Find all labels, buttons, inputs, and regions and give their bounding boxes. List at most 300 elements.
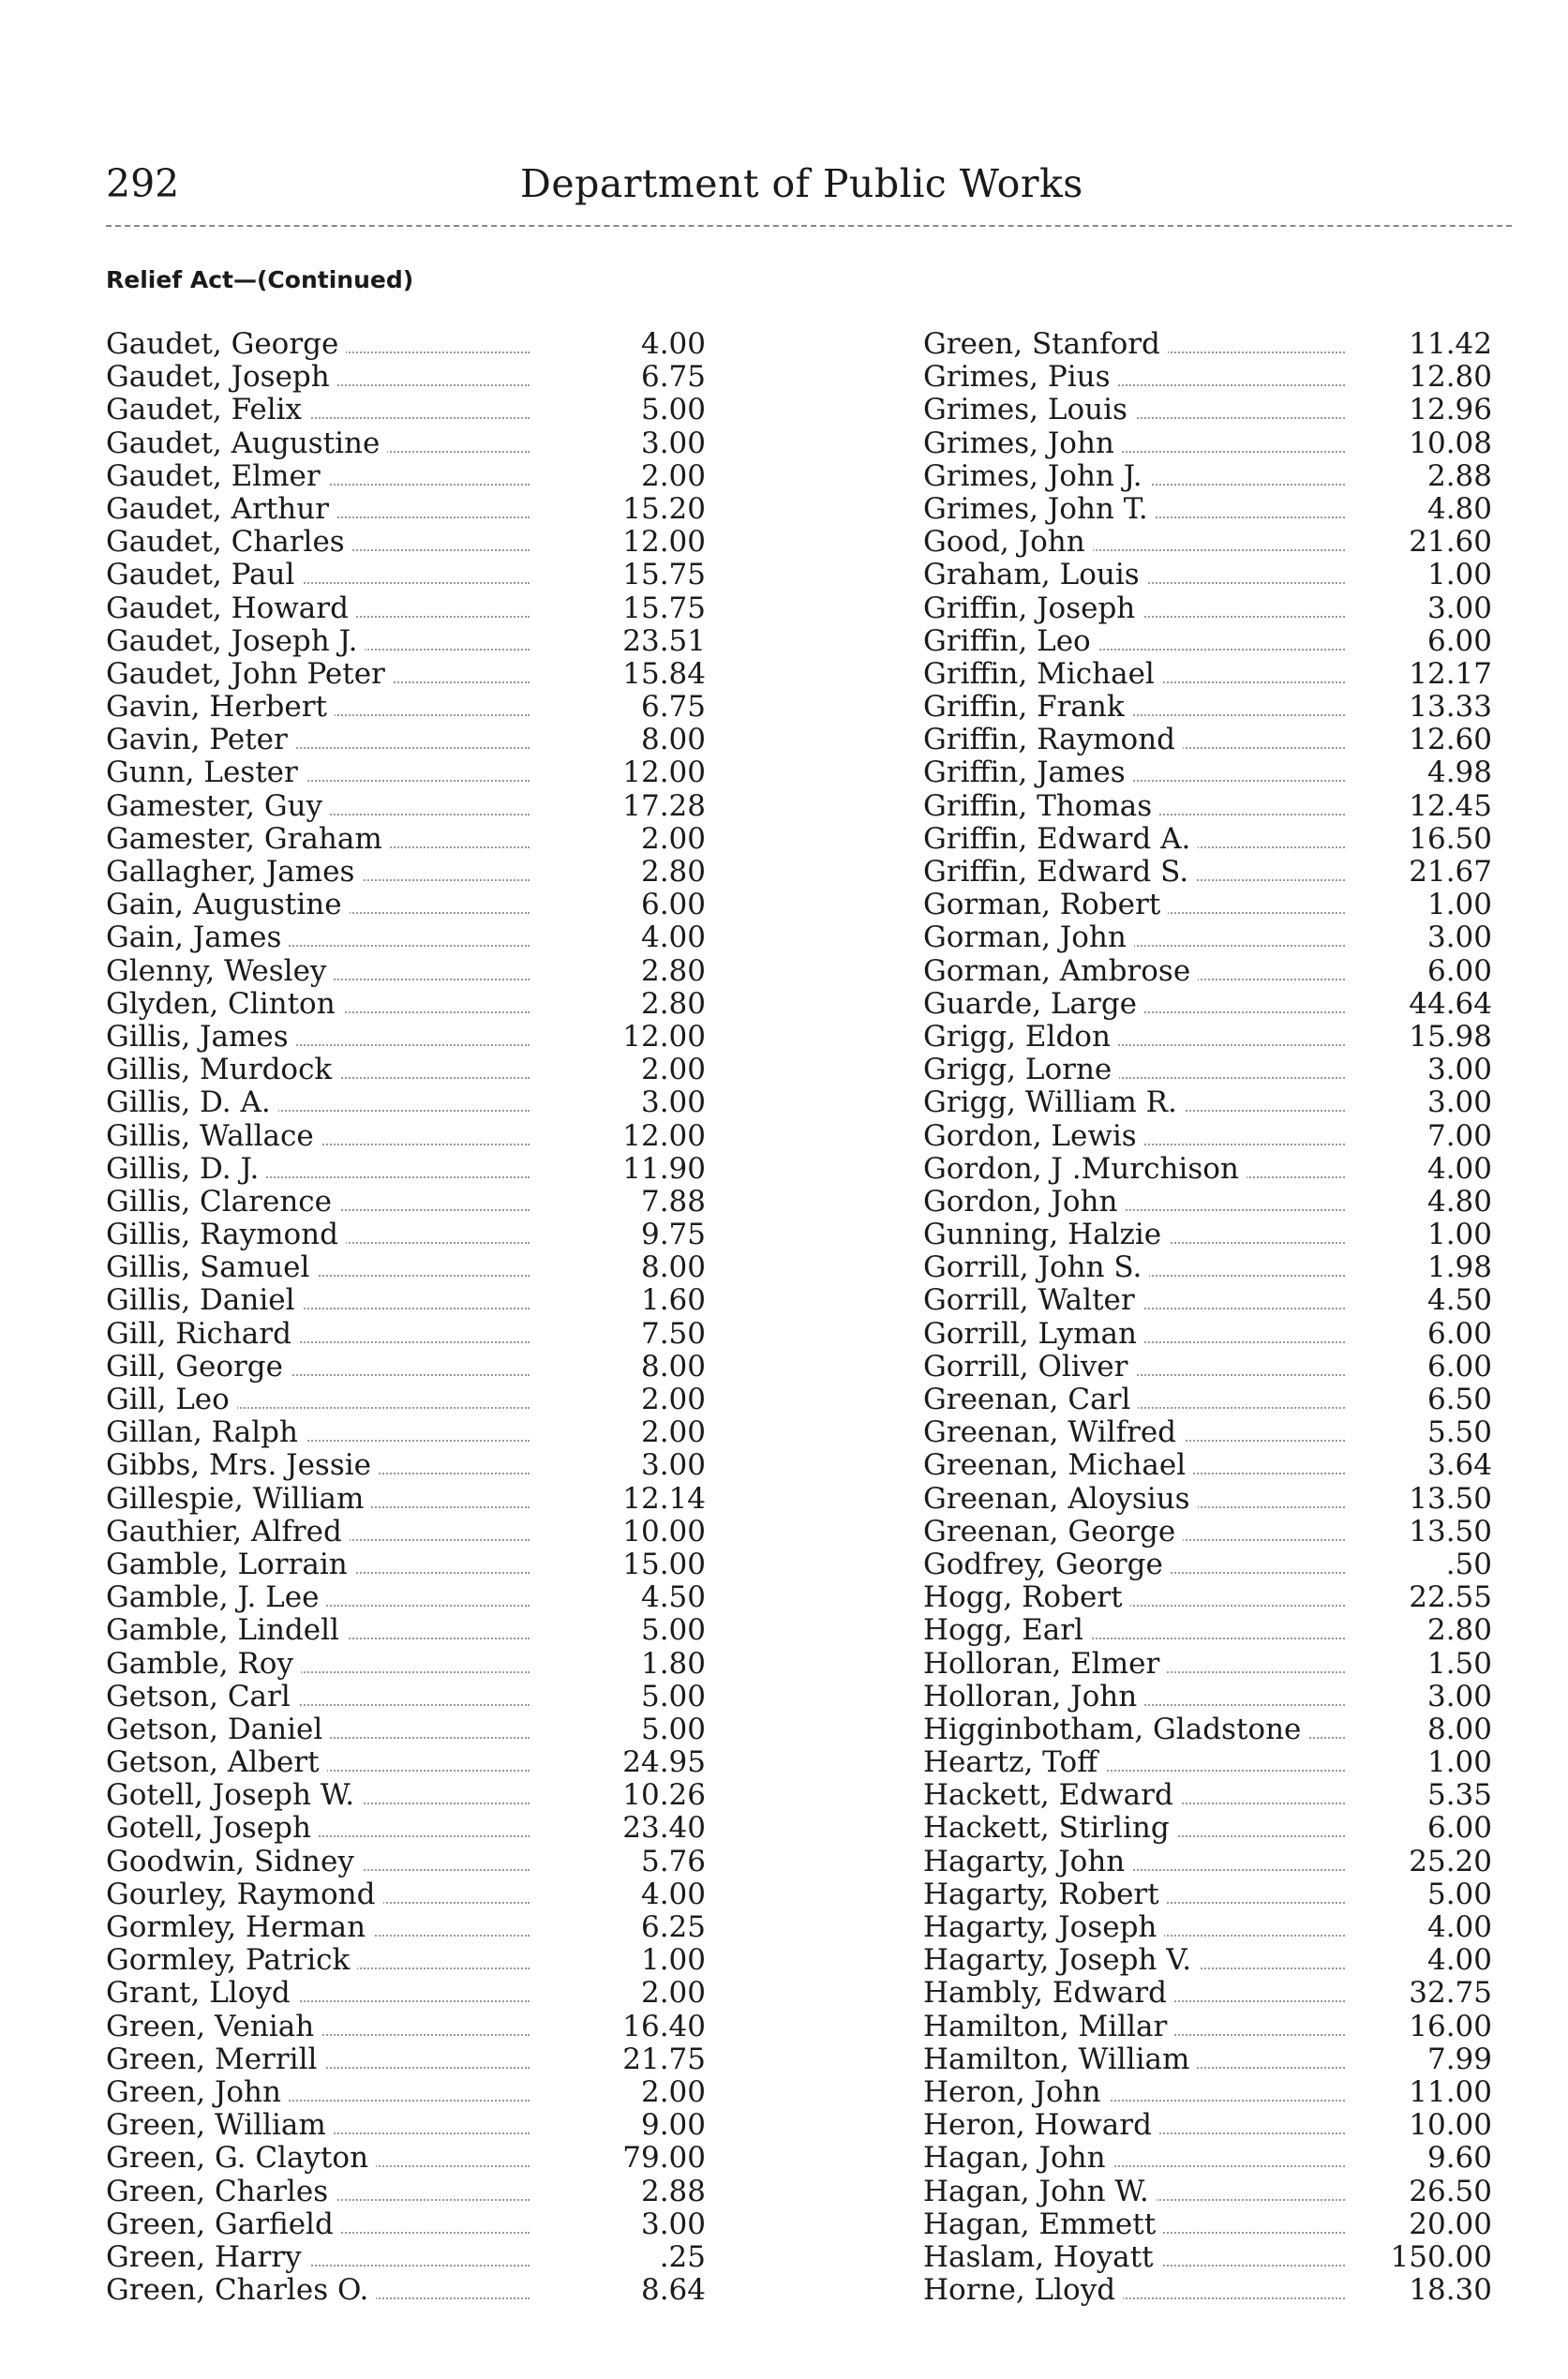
entry-amount: 25.20 bbox=[1409, 1844, 1492, 1878]
entry-name: Gorman, Robert bbox=[923, 889, 1168, 921]
list-item bbox=[923, 1351, 1561, 1384]
entry-name: Gamble, Lorrain bbox=[106, 1549, 355, 1581]
entry-name: Gamble, J. Lee bbox=[106, 1581, 326, 1614]
entry-name: Grimes, Louis bbox=[923, 394, 1135, 426]
entry-name: Grimes, Pius bbox=[923, 361, 1118, 394]
entry-name: Gaudet, Charles bbox=[106, 526, 352, 559]
entry-amount: 6.50 bbox=[1426, 1383, 1492, 1416]
list-item bbox=[106, 2142, 743, 2175]
entry-name: Gain, James bbox=[106, 921, 289, 954]
entry-name: Hagarty, Joseph bbox=[923, 1911, 1164, 1944]
list-item bbox=[923, 2241, 1561, 2274]
entry-amount: 2.88 bbox=[640, 2174, 706, 2208]
list-item bbox=[106, 691, 743, 724]
entry-amount: 11.00 bbox=[1409, 2074, 1492, 2109]
entry-name: Greenan, Wilfred bbox=[923, 1416, 1184, 1449]
entry-name: Getson, Albert bbox=[106, 1746, 327, 1779]
entry-name: Gillan, Ralph bbox=[106, 1416, 306, 1449]
entry-name: Greenan, Michael bbox=[923, 1449, 1193, 1482]
entry-amount: 15.98 bbox=[1409, 1019, 1492, 1054]
list-item bbox=[106, 328, 743, 361]
list-item bbox=[106, 1878, 743, 1911]
entry-name: Greenan, Carl bbox=[923, 1384, 1138, 1416]
list-item bbox=[106, 756, 743, 789]
entry-amount: 6.00 bbox=[1426, 623, 1492, 658]
entry-name: Gaudet, George bbox=[106, 328, 346, 361]
entry-amount: 79.00 bbox=[622, 2141, 706, 2176]
entry-name: Gordon, Lewis bbox=[923, 1120, 1144, 1153]
list-item bbox=[923, 2142, 1561, 2175]
list-item bbox=[923, 1384, 1561, 1416]
entry-name: Heron, Howard bbox=[923, 2109, 1159, 2142]
entry-name: Griffin, Joseph bbox=[923, 592, 1142, 625]
list-item bbox=[106, 823, 743, 856]
entry-amount: 5.00 bbox=[640, 1712, 706, 1746]
entry-amount: 9.75 bbox=[640, 1218, 706, 1252]
entry-name: Gorrill, John S. bbox=[923, 1251, 1149, 1284]
entry-amount: 4.00 bbox=[1426, 1151, 1492, 1186]
entry-name: Gorrill, Oliver bbox=[923, 1351, 1135, 1384]
left-column bbox=[106, 328, 743, 2307]
list-item bbox=[923, 2208, 1561, 2241]
entry-amount: 1.00 bbox=[1426, 1218, 1492, 1252]
entry-name: Gordon, John bbox=[923, 1186, 1125, 1219]
list-item bbox=[923, 823, 1561, 856]
entry-name: Getson, Carl bbox=[106, 1681, 298, 1713]
entry-name: Greenan, Aloysius bbox=[923, 1483, 1198, 1516]
list-item bbox=[923, 460, 1561, 493]
entry-name: Gamble, Roy bbox=[106, 1648, 301, 1681]
list-item bbox=[923, 756, 1561, 789]
list-item bbox=[923, 1878, 1561, 1911]
entry-name: Grant, Lloyd bbox=[106, 1977, 298, 2010]
list-item bbox=[923, 1549, 1561, 1581]
entry-name: Getson, Daniel bbox=[106, 1713, 330, 1746]
entry-amount: 15.75 bbox=[622, 558, 706, 592]
entry-amount: 6.00 bbox=[640, 888, 706, 922]
list-item bbox=[923, 1977, 1561, 2010]
list-item bbox=[106, 1120, 743, 1153]
entry-name: Gorrill, Walter bbox=[923, 1284, 1142, 1317]
list-item bbox=[106, 658, 743, 691]
entry-name: Griffin, Leo bbox=[923, 625, 1098, 658]
entry-amount: 2.00 bbox=[640, 1976, 706, 2011]
right-column bbox=[923, 328, 1561, 2307]
entry-name: Gillis, D. J. bbox=[106, 1153, 266, 1186]
entry-amount: 17.28 bbox=[622, 788, 706, 823]
list-item bbox=[923, 1120, 1561, 1153]
list-item bbox=[106, 625, 743, 658]
entry-amount: 3.00 bbox=[1426, 1085, 1492, 1120]
entry-name: Gaudet, Howard bbox=[106, 592, 356, 625]
list-item bbox=[923, 1779, 1561, 1812]
entry-amount: 15.20 bbox=[622, 491, 706, 526]
entry-amount: 2.00 bbox=[640, 1415, 706, 1450]
list-item bbox=[106, 1648, 743, 1681]
list-item bbox=[106, 1779, 743, 1812]
list-item bbox=[106, 1846, 743, 1878]
entry-amount: 1.00 bbox=[1426, 1745, 1492, 1780]
entry-name: Green, G. Clayton bbox=[106, 2142, 376, 2175]
entry-amount: 3.00 bbox=[640, 1085, 706, 1120]
entry-name: Holloran, John bbox=[923, 1681, 1144, 1713]
list-item bbox=[106, 1713, 743, 1746]
entry-name: Goodwin, Sidney bbox=[106, 1846, 362, 1878]
entry-name: Gavin, Herbert bbox=[106, 691, 335, 724]
list-item bbox=[923, 1186, 1561, 1219]
entry-name: Hamilton, William bbox=[923, 2043, 1197, 2076]
entry-name: Griffin, Raymond bbox=[923, 724, 1183, 756]
entry-name: Hackett, Edward bbox=[923, 1779, 1181, 1812]
list-item bbox=[106, 2043, 743, 2076]
list-item bbox=[106, 394, 743, 426]
entry-amount: 16.00 bbox=[1409, 2009, 1492, 2043]
list-item bbox=[106, 1483, 743, 1516]
entry-amount: 2.80 bbox=[1426, 1613, 1492, 1648]
list-item bbox=[923, 921, 1561, 954]
entry-name: Glenny, Wesley bbox=[106, 955, 334, 988]
entry-amount: 6.25 bbox=[640, 1910, 706, 1944]
list-item bbox=[106, 1549, 743, 1581]
entry-name: Grimes, John T. bbox=[923, 493, 1156, 526]
entry-amount: 1.00 bbox=[1426, 888, 1492, 922]
entry-amount: 1.00 bbox=[1426, 558, 1492, 592]
list-item bbox=[923, 1153, 1561, 1186]
list-item bbox=[106, 2011, 743, 2043]
entry-amount: 8.00 bbox=[1426, 1712, 1492, 1746]
list-item bbox=[923, 1086, 1561, 1119]
entry-name: Hogg, Earl bbox=[923, 1614, 1091, 1647]
entry-name: Horne, Lloyd bbox=[923, 2274, 1123, 2307]
list-item bbox=[106, 1681, 743, 1713]
section-heading: Relief Act—(Continued) bbox=[106, 266, 414, 293]
entry-amount: 23.51 bbox=[622, 623, 706, 658]
entry-amount: 12.00 bbox=[622, 1019, 706, 1054]
entry-amount: 4.00 bbox=[640, 327, 706, 361]
entry-name: Hagarty, Robert bbox=[923, 1878, 1167, 1911]
list-item bbox=[923, 955, 1561, 988]
entry-amount: 12.00 bbox=[622, 756, 706, 790]
list-item bbox=[923, 1284, 1561, 1317]
list-item bbox=[106, 361, 743, 394]
entry-name: Gaudet, Felix bbox=[106, 394, 309, 426]
list-item bbox=[106, 1021, 743, 1054]
page-header bbox=[106, 161, 1512, 217]
entry-amount: 12.14 bbox=[622, 1481, 706, 1516]
entry-amount: 6.00 bbox=[1426, 1316, 1492, 1351]
entry-amount: 16.40 bbox=[622, 2009, 706, 2043]
entry-name: Gain, Augustine bbox=[106, 889, 350, 921]
entry-name: Griffin, Edward S. bbox=[923, 856, 1196, 889]
entry-name: Hackett, Stirling bbox=[923, 1812, 1177, 1845]
list-item bbox=[923, 427, 1561, 460]
entry-amount: 22.55 bbox=[1409, 1580, 1492, 1615]
entry-name: Green, William bbox=[106, 2109, 334, 2142]
entry-name: Gourley, Raymond bbox=[106, 1878, 383, 1911]
list-item bbox=[923, 592, 1561, 625]
list-item bbox=[106, 1911, 743, 1944]
list-item bbox=[106, 1581, 743, 1614]
entry-name: Gavin, Peter bbox=[106, 724, 295, 756]
list-item bbox=[106, 1251, 743, 1284]
list-item bbox=[923, 1219, 1561, 1251]
entry-amount: 5.00 bbox=[640, 1679, 706, 1713]
entry-name: Gillis, Daniel bbox=[106, 1284, 303, 1317]
list-item bbox=[106, 1054, 743, 1086]
list-item bbox=[923, 526, 1561, 559]
running-title: Department of Public Works bbox=[520, 161, 1083, 206]
entry-amount: 8.00 bbox=[640, 723, 706, 757]
entry-name: Hagan, John W. bbox=[923, 2176, 1157, 2208]
entry-name: Gaudet, Joseph J. bbox=[106, 625, 365, 658]
entry-amount: 10.00 bbox=[1409, 2108, 1492, 2143]
header-rule bbox=[106, 225, 1512, 227]
entry-name: Haslam, Hoyatt bbox=[923, 2241, 1161, 2274]
entry-name: Guarde, Large bbox=[923, 988, 1144, 1021]
entry-name: Gamble, Lindell bbox=[106, 1614, 347, 1647]
entry-amount: 2.00 bbox=[640, 1383, 706, 1416]
entry-name: Green, John bbox=[106, 2076, 289, 2109]
entry-name: Green, Stanford bbox=[923, 328, 1168, 361]
entry-name: Graham, Louis bbox=[923, 559, 1147, 591]
entry-name: Green, Merrill bbox=[106, 2043, 324, 2076]
list-item bbox=[923, 1251, 1561, 1284]
list-item bbox=[923, 361, 1561, 394]
entry-amount: 6.00 bbox=[1426, 1349, 1492, 1384]
entry-amount: 5.50 bbox=[1426, 1415, 1492, 1450]
list-item bbox=[106, 889, 743, 921]
entry-name: Green, Harry bbox=[106, 2241, 309, 2274]
page-number: 292 bbox=[106, 161, 180, 206]
list-item bbox=[923, 1581, 1561, 1614]
list-item bbox=[106, 2274, 743, 2307]
list-item bbox=[106, 1186, 743, 1219]
entry-amount: 3.00 bbox=[640, 2207, 706, 2241]
entry-amount: 1.50 bbox=[1426, 1646, 1492, 1681]
entry-name: Griffin, James bbox=[923, 756, 1133, 789]
list-item bbox=[923, 988, 1561, 1021]
entry-name: Grigg, Eldon bbox=[923, 1021, 1118, 1054]
entry-amount: 11.42 bbox=[1409, 327, 1492, 361]
list-item bbox=[106, 1351, 743, 1384]
list-item bbox=[106, 1746, 743, 1779]
entry-amount: 12.00 bbox=[622, 1118, 706, 1153]
entry-amount: 5.76 bbox=[640, 1844, 706, 1878]
entry-amount: 6.75 bbox=[640, 360, 706, 395]
list-item bbox=[106, 1812, 743, 1845]
list-item bbox=[106, 1416, 743, 1449]
list-item bbox=[106, 1449, 743, 1482]
entry-amount: 7.00 bbox=[1426, 1118, 1492, 1153]
entry-amount: 8.64 bbox=[640, 2273, 706, 2308]
list-item bbox=[923, 1713, 1561, 1746]
entry-amount: 10.08 bbox=[1409, 426, 1492, 460]
entry-name: Hagan, John bbox=[923, 2142, 1113, 2175]
entry-amount: 24.95 bbox=[622, 1745, 706, 1780]
entry-name: Gaudet, Joseph bbox=[106, 361, 337, 394]
entry-name: Gill, Richard bbox=[106, 1318, 299, 1351]
list-item bbox=[106, 592, 743, 625]
entry-amount: 12.60 bbox=[1409, 723, 1492, 757]
list-item bbox=[106, 2076, 743, 2109]
entry-amount: 44.64 bbox=[1409, 986, 1492, 1021]
entry-name: Gamester, Guy bbox=[106, 790, 330, 823]
entry-amount: 4.00 bbox=[640, 920, 706, 955]
list-item bbox=[923, 493, 1561, 526]
entry-amount: 6.75 bbox=[640, 690, 706, 725]
list-item bbox=[923, 1614, 1561, 1647]
entry-amount: 12.45 bbox=[1409, 788, 1492, 823]
entry-name: Gallagher, James bbox=[106, 856, 362, 889]
entry-amount: 3.00 bbox=[640, 426, 706, 460]
list-item bbox=[106, 1219, 743, 1251]
entry-amount: 1.80 bbox=[640, 1646, 706, 1681]
entry-amount: 5.00 bbox=[640, 393, 706, 427]
entry-name: Griffin, Edward A. bbox=[923, 823, 1198, 856]
entry-name: Gorman, Ambrose bbox=[923, 955, 1198, 988]
list-item bbox=[923, 1648, 1561, 1681]
entry-amount: 4.00 bbox=[1426, 1943, 1492, 1978]
entry-amount: .25 bbox=[659, 2239, 706, 2274]
entry-amount: 4.80 bbox=[1426, 1184, 1492, 1219]
list-item bbox=[106, 921, 743, 954]
list-item bbox=[106, 955, 743, 988]
entry-name: Gordon, J .Murchison bbox=[923, 1153, 1247, 1186]
entry-name: Hambly, Edward bbox=[923, 1977, 1174, 2010]
entry-name: Holloran, Elmer bbox=[923, 1648, 1167, 1681]
list-item bbox=[106, 1284, 743, 1317]
entry-amount: 6.00 bbox=[1426, 953, 1492, 988]
entry-amount: 8.00 bbox=[640, 1349, 706, 1384]
entry-amount: 2.00 bbox=[640, 821, 706, 856]
list-item bbox=[923, 2043, 1561, 2076]
entry-amount: 1.60 bbox=[640, 1283, 706, 1318]
entry-amount: 4.80 bbox=[1426, 491, 1492, 526]
entry-name: Gill, George bbox=[106, 1351, 291, 1384]
entry-amount: 3.00 bbox=[1426, 1053, 1492, 1087]
entry-amount: 7.88 bbox=[640, 1184, 706, 1219]
entry-amount: 23.40 bbox=[622, 1811, 706, 1846]
list-item bbox=[923, 1483, 1561, 1516]
entry-amount: 7.50 bbox=[640, 1316, 706, 1351]
entry-name: Gorman, John bbox=[923, 921, 1134, 954]
list-item bbox=[923, 856, 1561, 889]
entry-name: Gorrill, Lyman bbox=[923, 1318, 1144, 1351]
entry-name: Gamester, Graham bbox=[106, 823, 390, 856]
entry-name: Gunning, Halzie bbox=[923, 1219, 1169, 1251]
entry-name: Gotell, Joseph W. bbox=[106, 1779, 362, 1812]
entry-name: Gotell, Joseph bbox=[106, 1812, 319, 1845]
entry-amount: 2.80 bbox=[640, 986, 706, 1021]
list-item bbox=[106, 526, 743, 559]
entry-name: Gillis, D. A. bbox=[106, 1086, 278, 1119]
entry-name: Gibbs, Mrs. Jessie bbox=[106, 1449, 379, 1482]
list-item bbox=[923, 790, 1561, 823]
list-item bbox=[923, 2274, 1561, 2307]
entry-amount: 3.64 bbox=[1426, 1448, 1492, 1483]
entry-amount: 3.00 bbox=[1426, 1679, 1492, 1713]
entry-name: Hamilton, Millar bbox=[923, 2011, 1174, 2043]
entry-name: Grimes, John bbox=[923, 427, 1122, 460]
list-item bbox=[923, 1911, 1561, 1944]
entry-amount: 10.26 bbox=[622, 1778, 706, 1813]
list-item bbox=[923, 658, 1561, 691]
entry-name: Higginbotham, Gladstone bbox=[923, 1713, 1308, 1746]
entry-name: Green, Charles O. bbox=[106, 2274, 376, 2307]
entry-amount: 13.50 bbox=[1409, 1514, 1492, 1549]
list-item bbox=[923, 1746, 1561, 1779]
entry-amount: 3.00 bbox=[1426, 591, 1492, 625]
entry-name: Gaudet, Elmer bbox=[106, 460, 328, 493]
list-item bbox=[106, 1516, 743, 1549]
list-item bbox=[106, 2208, 743, 2241]
entry-name: Hagarty, Joseph V. bbox=[923, 1944, 1199, 1977]
entry-name: Green, Veniah bbox=[106, 2011, 321, 2043]
entry-name: Gunn, Lester bbox=[106, 756, 306, 789]
list-item bbox=[106, 790, 743, 823]
entry-amount: 2.88 bbox=[1426, 458, 1492, 493]
entry-amount: 10.00 bbox=[622, 1514, 706, 1549]
entry-amount: 2.80 bbox=[640, 953, 706, 988]
entry-amount: 4.50 bbox=[640, 1580, 706, 1615]
list-item bbox=[923, 625, 1561, 658]
entry-name: Gaudet, John Peter bbox=[106, 658, 393, 691]
entry-amount: 5.35 bbox=[1426, 1778, 1492, 1813]
entry-amount: 11.90 bbox=[622, 1151, 706, 1186]
entry-amount: .50 bbox=[1445, 1547, 1492, 1581]
list-item bbox=[923, 1944, 1561, 1977]
entry-amount: 2.00 bbox=[640, 2074, 706, 2109]
list-item bbox=[106, 1977, 743, 2010]
list-item bbox=[923, 1416, 1561, 1449]
entry-amount: 9.00 bbox=[640, 2108, 706, 2143]
entry-name: Gill, Leo bbox=[106, 1384, 237, 1416]
entry-amount: 15.00 bbox=[622, 1547, 706, 1581]
entry-name: Glyden, Clinton bbox=[106, 988, 343, 1021]
entry-amount: 21.67 bbox=[1409, 855, 1492, 889]
list-item bbox=[923, 1846, 1561, 1878]
entry-amount: 2.00 bbox=[640, 458, 706, 493]
entry-name: Hagan, Emmett bbox=[923, 2208, 1163, 2241]
entry-amount: 12.96 bbox=[1409, 393, 1492, 427]
entry-amount: 3.00 bbox=[1426, 920, 1492, 955]
entry-name: Green, Garfield bbox=[106, 2208, 341, 2241]
entry-name: Godfrey, George bbox=[923, 1549, 1171, 1581]
entry-amount: 20.00 bbox=[1409, 2207, 1492, 2241]
list-item bbox=[923, 1681, 1561, 1713]
entry-amount: 13.50 bbox=[1409, 1481, 1492, 1516]
entry-name: Gillis, James bbox=[106, 1021, 296, 1054]
entry-name: Green, Charles bbox=[106, 2176, 336, 2208]
entry-name: Gillespie, William bbox=[106, 1483, 371, 1516]
list-item bbox=[106, 493, 743, 526]
entry-name: Gillis, Samuel bbox=[106, 1251, 317, 1284]
list-item bbox=[923, 724, 1561, 756]
list-item bbox=[923, 1021, 1561, 1054]
entry-name: Griffin, Frank bbox=[923, 691, 1132, 724]
entry-name: Gauthier, Alfred bbox=[106, 1516, 350, 1549]
entry-name: Hagarty, John bbox=[923, 1846, 1132, 1878]
entry-name: Gaudet, Paul bbox=[106, 559, 302, 591]
entry-name: Grimes, John J. bbox=[923, 460, 1150, 493]
list-item bbox=[923, 2176, 1561, 2208]
entry-amount: 150.00 bbox=[1390, 2239, 1492, 2274]
list-item bbox=[106, 1944, 743, 1977]
entry-amount: 16.50 bbox=[1409, 821, 1492, 856]
entry-amount: 12.17 bbox=[1409, 656, 1492, 691]
entry-amount: 4.50 bbox=[1426, 1283, 1492, 1318]
list-item bbox=[106, 724, 743, 756]
